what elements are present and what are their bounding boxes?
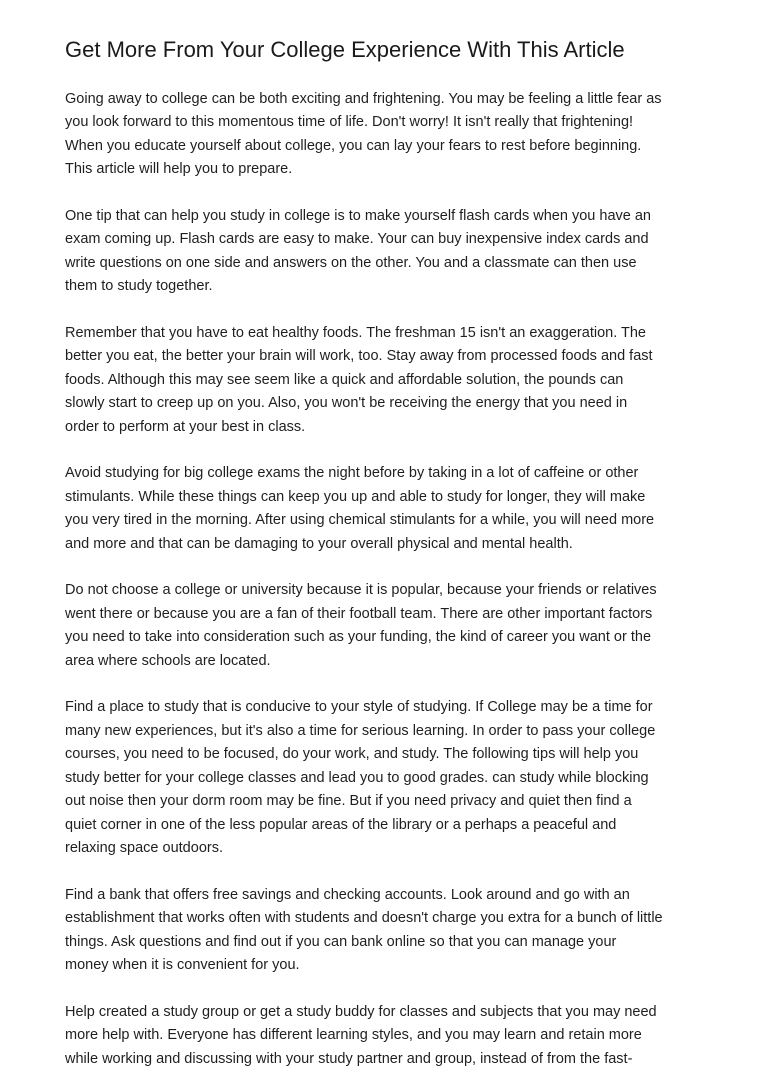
paragraph-line: you look forward to this momentous time of life. Don't worry! It isn't really that frightening!: [65, 114, 634, 131]
paragraph-line: them to study together.: [65, 278, 213, 295]
paragraph-line: area where schools are located.: [65, 652, 271, 669]
paragraph-line: relaxing space outdoors.: [65, 839, 223, 856]
paragraph-line: better you eat, the better your brain will work, too. Stay away from processed foods and fast: [65, 348, 653, 365]
paragraph-line: money when it is convenient for you.: [65, 956, 300, 973]
paragraph-line: Help created a study group or get a study buddy for classes and subjects that you may need: [65, 1003, 657, 1020]
article-paragraph: [65, 696, 725, 860]
paragraph-line: order to perform at your best in class.: [65, 418, 306, 435]
paragraph-line: while working and discussing with your study partner and group, instead of from the fast-: [65, 1050, 633, 1067]
article-paragraph: [65, 88, 725, 182]
article-paragraph: [65, 322, 725, 439]
article-paragraph: [65, 579, 725, 673]
paragraph-line: write questions on one side and answers on the other. You and a classmate can then use: [65, 254, 637, 271]
paragraph-line: courses, you need to be focused, do your work, and study. The following tips will help you: [65, 746, 639, 763]
paragraph-line: slowly start to creep up on you. Also, you won't be receiving the energy that you need in: [65, 395, 628, 412]
paragraph-line: many new experiences, but it's also a time for serious learning. In order to pass your college: [65, 722, 656, 739]
paragraph-line: study better for your college classes and lead you to good grades. can study while blocking: [65, 769, 649, 786]
article-paragraph: [65, 205, 725, 299]
paragraph-line: foods. Although this may see seem like a quick and affordable solution, the pounds can: [65, 371, 624, 388]
paragraph-line: When you educate yourself about college, you can lay your fears to rest before beginning.: [65, 137, 642, 154]
paragraph-line: Find a place to study that is conducive to your style of studying. If College may be a time for: [65, 699, 653, 716]
article-title: Get More From Your College Experience With This Article: [65, 37, 625, 62]
paragraph-line: and more and that can be damaging to your overall physical and mental health.: [65, 535, 573, 552]
article-paragraph: [65, 462, 725, 556]
paragraph-line: things. Ask questions and find out if you can bank online so that you can manage your: [65, 933, 617, 950]
paragraph-line: you need to take into consideration such as your funding, the kind of career you want or the: [65, 629, 652, 646]
paragraph-line: establishment that works often with students and doesn't charge you extra for a bunch of little: [65, 910, 663, 927]
article-paragraph: [65, 884, 725, 978]
paragraph-line: Remember that you have to eat healthy foods. The freshman 15 isn't an exaggeration. The: [65, 325, 646, 342]
paragraph-line: out noise then your dorm room may be fine. But if you need privacy and quiet then find a: [65, 793, 632, 810]
paragraph-line: Avoid studying for big college exams the night before by taking in a lot of caffeine or other: [65, 465, 639, 482]
paragraph-line: more help with. Everyone has different learning styles, and you may learn and retain more: [65, 1027, 642, 1044]
paragraph-line: quiet corner in one of the less popular areas of the library or a perhaps a peaceful and: [65, 816, 617, 833]
paragraph-line: went there or because you are a fan of their football team. There are other important factors: [65, 605, 653, 622]
paragraph-line: Find a bank that offers free savings and checking accounts. Look around and go with an: [65, 886, 630, 903]
paragraph-line: This article will help you to prepare.: [65, 161, 293, 178]
article-body: [65, 88, 725, 1087]
paragraph-line: Do not choose a college or university because it is popular, because your friends or relatives: [65, 582, 657, 599]
paragraph-line: exam coming up. Flash cards are easy to make. Your can buy inexpensive index cards and: [65, 231, 649, 248]
paragraph-line: stimulants. While these things can keep you up and able to study for longer, they will make: [65, 488, 646, 505]
paragraph-line: you very tired in the morning. After using chemical stimulants for a while, you will need more: [65, 512, 655, 529]
paragraph-line: One tip that can help you study in college is to make yourself flash cards when you have an: [65, 208, 651, 225]
article-paragraph: [65, 1001, 725, 1071]
paragraph-line: Going away to college can be both exciting and frightening. You may be feeling a little fear as: [65, 91, 662, 107]
